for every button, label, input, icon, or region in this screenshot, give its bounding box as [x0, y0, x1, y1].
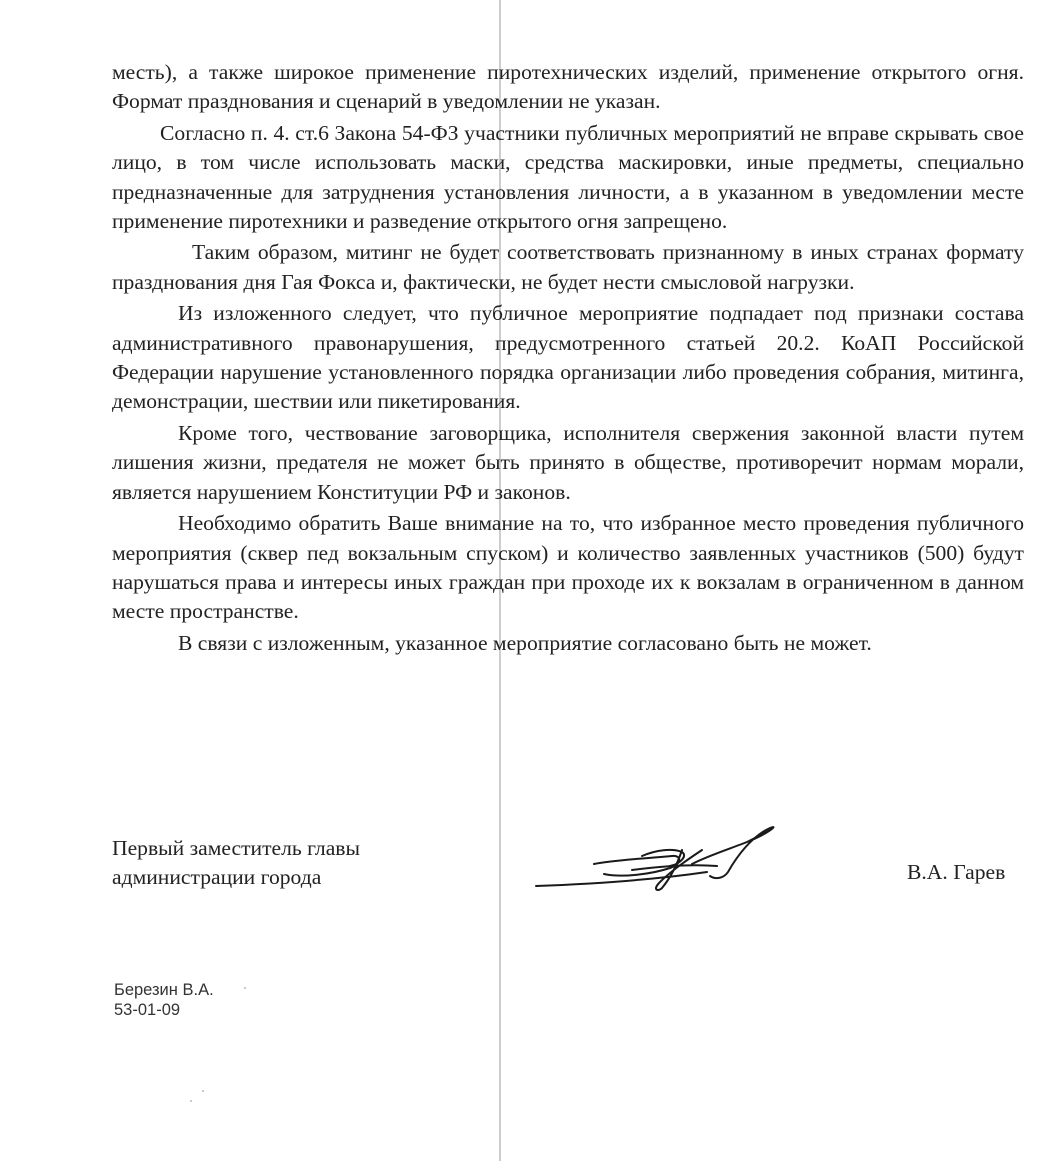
paragraph-5: Кроме того, чествование заговорщика, исполнителя свержения законной власти путем лишения жизни, предателя не может быть принято в обществе, противоречит нормам морали, является нарушением Конституции РФ и законов. [112, 420, 1024, 504]
paragraph-6: Необходимо обратить Ваше внимание на то, что избранное место проведения публичного мероприятия (сквер пед вокзальным спуском) и количество заявленных участников (500) будут нарушаться права и интересы иных граждан при проходе их к вокзалам в ограниченном в данном месте пространстве. [112, 511, 1024, 624]
paragraph-4: Из изложенного следует, что публичное мероприятие подпадает под признаки состава административного правонарушения, предусмотренного статьей 20.2. КоАП Российской Федерации нарушение установленного порядка организации либо проведения собрания, митинга, демонстрации, шествии или пикетирования. [112, 301, 1024, 414]
signatory-title [112, 834, 472, 892]
paragraph-3: Таким образом, митинг не будет соответствовать признанному в иных странах формату празднования дня Гая Фокса и, фактически, не будет нести смысловой нагрузки. [112, 240, 1024, 294]
scan-speck [202, 1090, 204, 1092]
paragraph-7: В связи с изложенным, указанное мероприятие согласовано быть не может. [178, 630, 872, 655]
scan-speck [190, 1100, 192, 1102]
signatory-title-line-1: Первый заместитель главы [112, 836, 360, 860]
paragraph-1: месть), а также широкое применение пиротехнических изделий, применение открытого огня. Формат празднования и сценарий в уведомлении не указан. [112, 60, 1024, 114]
scan-speck [244, 987, 246, 989]
letter-body [112, 58, 1024, 658]
executor-phone: 53-01-09 [114, 1001, 181, 1019]
signatory-name: В.А. Гарев [907, 860, 1006, 884]
handwritten-signature [532, 820, 782, 900]
executor-name: Березин В.А. [114, 981, 214, 999]
signatory-title-line-2: администрации города [112, 865, 322, 889]
paragraph-2: Согласно п. 4. ст.6 Закона 54-ФЗ участники публичных мероприятий не вправе скрывать свое лицо, в том числе использовать маски, средства маскировки, иные предметы, специально предназначенные для затруднения установления личности, а в указанном в уведомлении месте применение пиротехники и разведение открытого огня запрещено. [112, 120, 1024, 234]
executor-info [114, 980, 214, 1020]
